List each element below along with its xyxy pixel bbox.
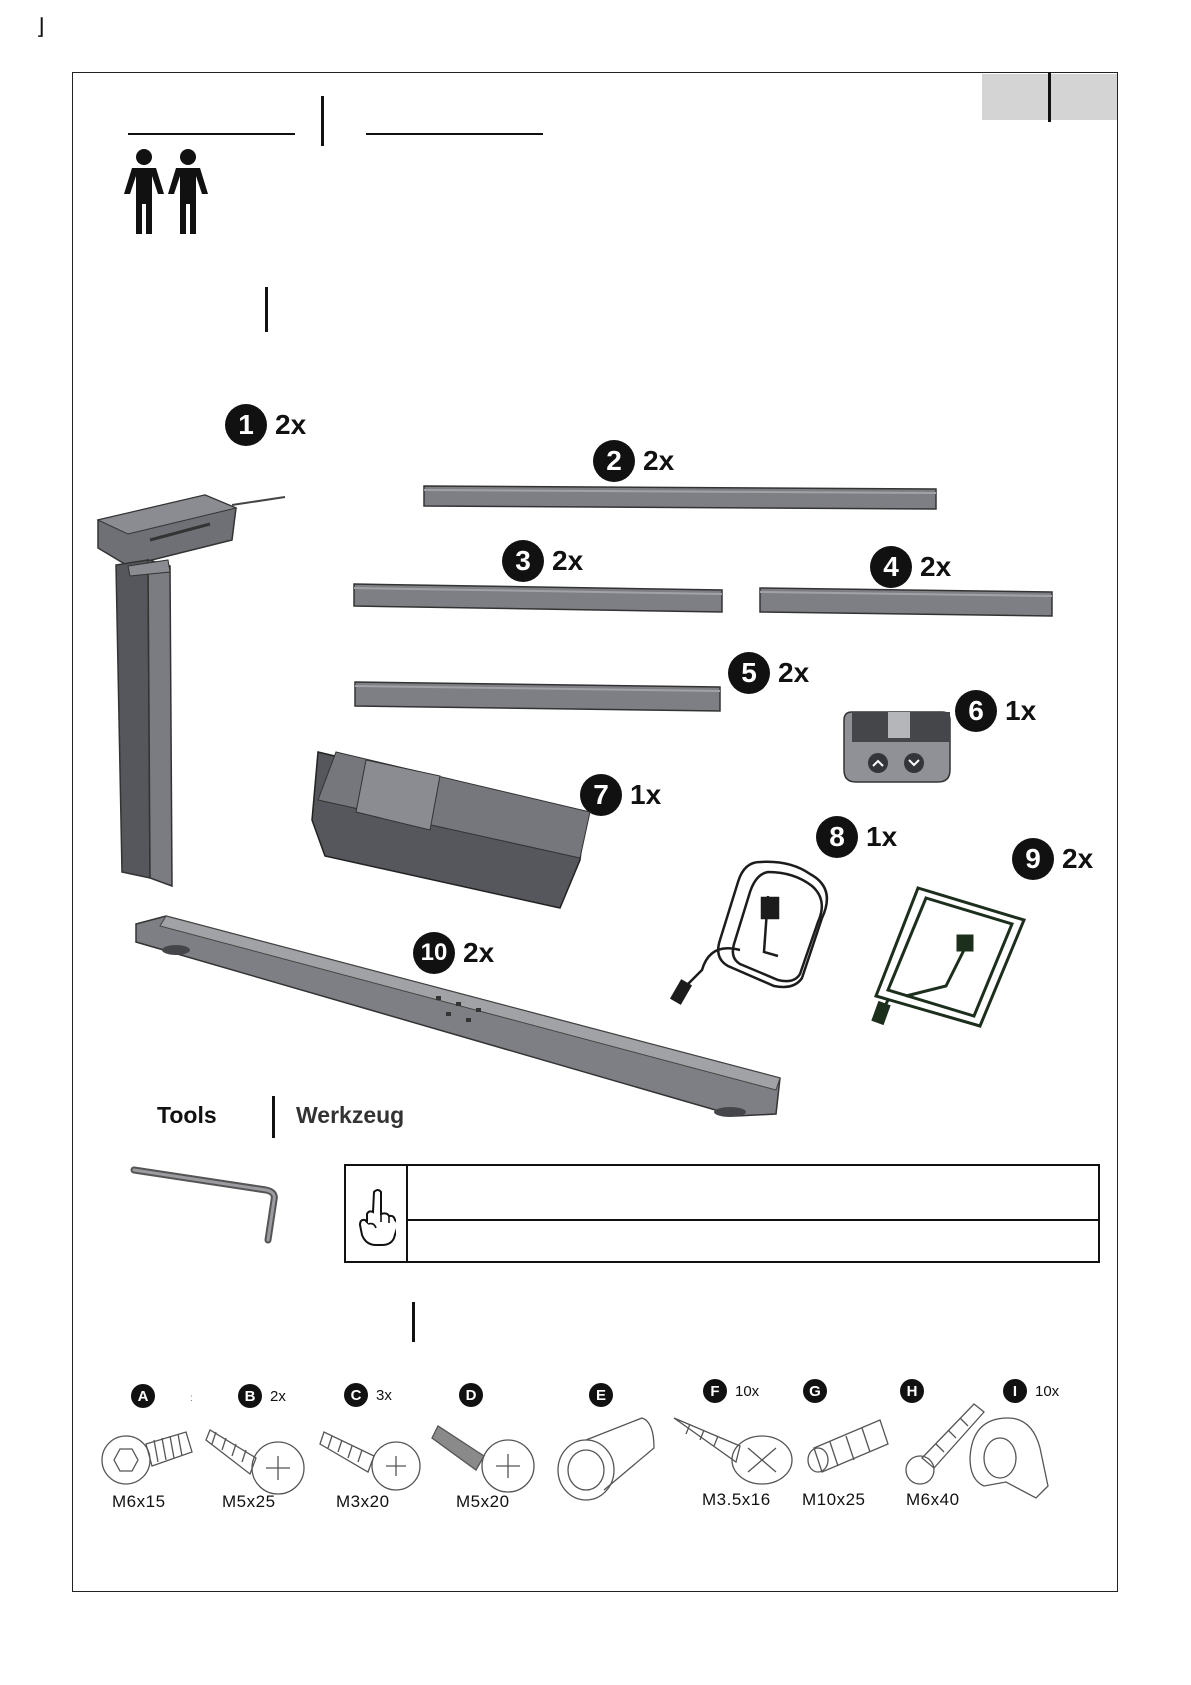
hardware-letter: F <box>703 1379 727 1403</box>
hardware-letter: A <box>131 1384 155 1408</box>
part-number: 1 <box>225 404 267 446</box>
hardware-size: M6x40 <box>906 1490 960 1509</box>
hardware-size: M5x20 <box>456 1492 510 1511</box>
hardware-qty: 3x <box>376 1386 392 1404</box>
part-number: 5 <box>728 652 770 694</box>
part-number: 7 <box>580 774 622 816</box>
grub-screw-g-image <box>808 1420 888 1472</box>
screw-d-image <box>432 1426 534 1492</box>
hardware-letter: H <box>900 1379 924 1403</box>
part-qty: 2x <box>920 551 952 582</box>
hardware-qty: 2x <box>270 1387 286 1405</box>
hardware-letter: D <box>459 1383 483 1407</box>
screw-c-image <box>320 1432 420 1490</box>
part-number: 10 <box>413 932 455 974</box>
hardware-letter: B <box>238 1384 262 1408</box>
part-number: 2 <box>593 440 635 482</box>
sleeve-e-image <box>558 1418 654 1500</box>
hardware-qty: 10x <box>735 1382 760 1400</box>
part-number: 6 <box>955 690 997 732</box>
hardware-size: M3x20 <box>336 1492 390 1511</box>
part-qty: 2x <box>778 657 810 688</box>
hardware-size: M6x15 <box>112 1492 166 1511</box>
part-qty: 2x <box>552 545 584 576</box>
hardware-letter: G <box>803 1379 827 1403</box>
svg-text::: : <box>190 1393 193 1404</box>
tools-label: Tools <box>157 1102 217 1128</box>
bolt-a-image <box>102 1432 192 1484</box>
hardware-letter: E <box>589 1383 613 1407</box>
corner-mark: ⌋ <box>36 14 45 39</box>
hardware-size: M3.5x16 <box>702 1490 771 1509</box>
hardware-size: M5x25 <box>222 1492 276 1511</box>
part-qty: 2x <box>1062 843 1094 874</box>
part-qty: 2x <box>643 445 675 476</box>
part-number: 4 <box>870 546 912 588</box>
part-qty: 1x <box>630 779 662 810</box>
part-number: 8 <box>816 816 858 858</box>
part-qty: 2x <box>275 409 307 440</box>
part-qty: 1x <box>1005 695 1037 726</box>
part-number: 9 <box>1012 838 1054 880</box>
part-qty: 1x <box>866 821 898 852</box>
part-number: 3 <box>502 540 544 582</box>
clip-i-image <box>970 1418 1048 1498</box>
screw-f-image <box>674 1418 792 1484</box>
hardware-qty: 10x <box>1035 1382 1060 1400</box>
hardware-letter: C <box>344 1383 368 1407</box>
screw-b-image <box>206 1430 304 1494</box>
hardware-size: M10x25 <box>802 1490 866 1509</box>
hardware-letter: I <box>1003 1379 1027 1403</box>
tools-label-de: Werkzeug <box>296 1102 405 1128</box>
part-qty: 2x <box>463 937 495 968</box>
